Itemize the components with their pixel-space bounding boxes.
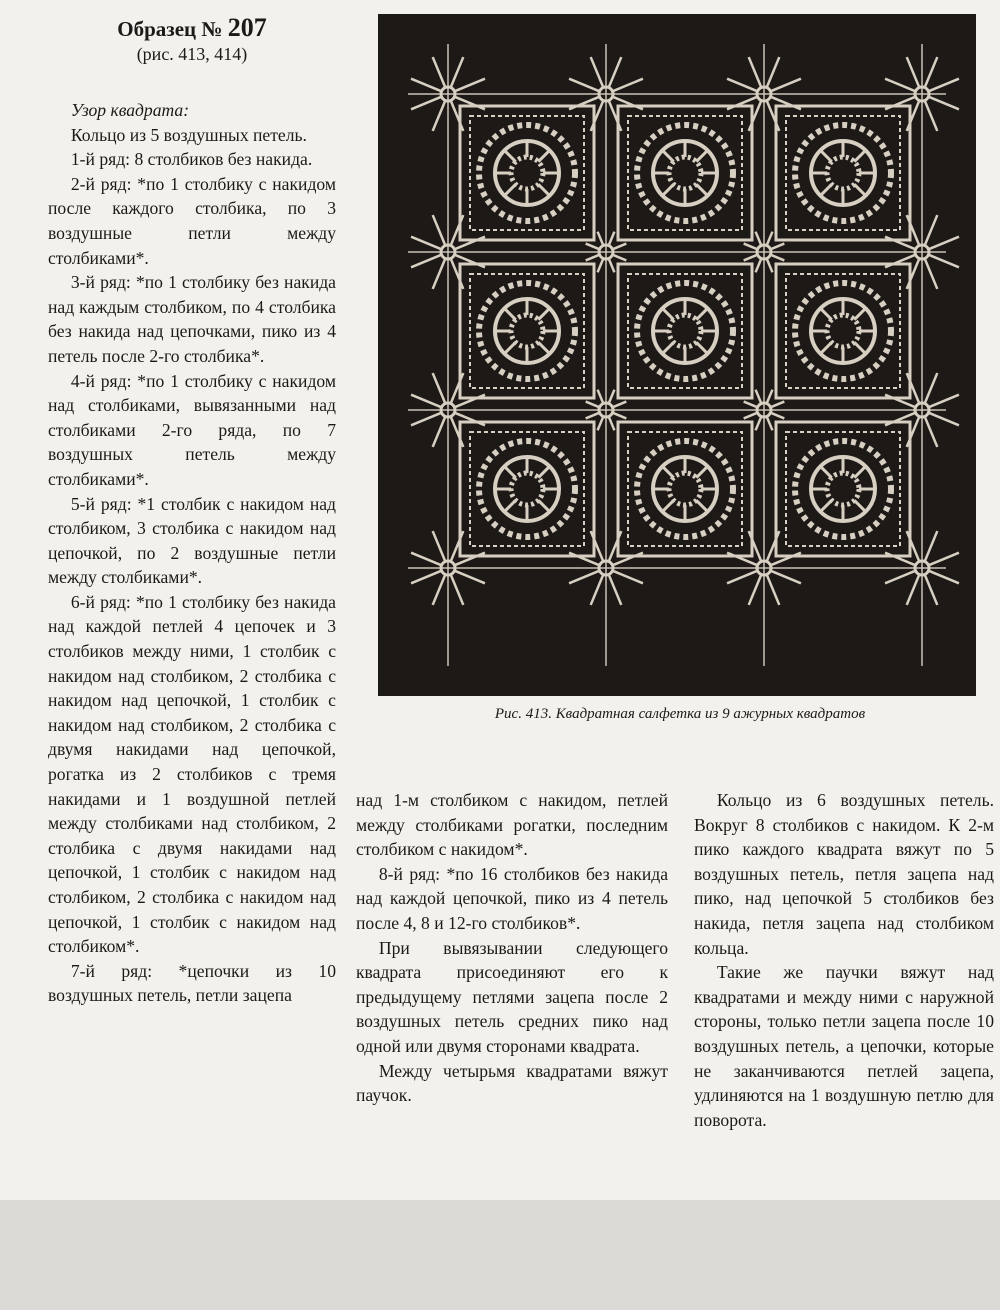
- spider-leg: [767, 232, 773, 246]
- spider-leg: [770, 413, 784, 419]
- spider-leg: [609, 416, 615, 430]
- spider-leg: [612, 255, 626, 261]
- motif-border: [470, 432, 584, 546]
- motif-spoke: [820, 150, 831, 161]
- spider-leg: [770, 255, 784, 261]
- paragraph: над 1-м столбиком с накидом, петлей между столбиками рогатки, последним столбиком с накидом*.: [356, 790, 668, 860]
- paragraph: 6-й ряд: *по 1 столбику без накида над каждой петлей 4 цепочек и 3 столбиков между ними, 1 столбик с накидом над столбиком, 2 столбика с накидом над цепочкой, 1 столбик с накидом над столбиком, 2 столбика с двумя накидами над цепочкой, рогатка из 2 столбиков с тремя накидами и 1 воздушной петлей между столбиками над столбиком, 2 столбика с двумя накидами над цепочкой, 1 столбик с накидом над столбиком, 2 столбика с накидом над цепочкой, 1 столбик с накидом над столбиком*.: [48, 591, 336, 957]
- spider-leg: [767, 416, 773, 430]
- spider-leg: [433, 574, 446, 604]
- spider-leg: [907, 57, 920, 87]
- spider-leg: [591, 57, 604, 87]
- motif-spoke: [538, 500, 549, 511]
- right-column: [694, 788, 994, 1132]
- motif-spoke: [854, 308, 865, 319]
- motif-border: [628, 274, 742, 388]
- spider-leg: [767, 57, 780, 87]
- paragraph: Кольцо из 6 воздушных петель. Вокруг 8 столбиков с накидом. К 2-м пико каждого квадрата вяжут по 5 воздушных петель, петля зацепа над пико, над цепочкой 5 столбиков без накида, петля зацепа над столбиком кольца.: [694, 790, 994, 958]
- spider-leg: [411, 395, 441, 408]
- spider-leg: [925, 531, 938, 561]
- paragraph: 4-й ряд: *по 1 столбику с накидом над столбиками, вывязанными над столбиками 2-го ряда, по 7 воздушных петель между столбиками*.: [48, 370, 336, 489]
- motif-border: [786, 432, 900, 546]
- motif-spoke: [504, 184, 515, 195]
- spider-leg: [925, 57, 938, 87]
- motif-spoke: [662, 184, 673, 195]
- spider-leg: [411, 255, 441, 268]
- figure-reference: (рис. 413, 414): [136, 44, 248, 64]
- spider-leg: [925, 574, 938, 604]
- spider-leg: [756, 232, 762, 246]
- motif-center: [669, 315, 701, 347]
- spider-leg: [928, 413, 958, 426]
- spider-leg: [569, 79, 599, 92]
- spider-leg: [598, 390, 604, 404]
- spider-leg: [612, 413, 626, 419]
- motif-spoke: [820, 308, 831, 319]
- motif-spoke: [854, 466, 865, 477]
- title-prefix: Образец №: [117, 17, 223, 41]
- motif-spoke: [662, 150, 673, 161]
- spider-leg: [433, 57, 446, 87]
- motif-border: [786, 274, 900, 388]
- motif-spoke: [854, 342, 865, 353]
- spider-leg: [767, 258, 773, 272]
- motif-spoke: [538, 466, 549, 477]
- pattern-title: [48, 14, 336, 43]
- title-number: 207: [227, 13, 267, 42]
- motif-spoke: [504, 466, 515, 477]
- paragraph: 2-й ряд: *по 1 столбику с накидом после каждого столбика, по 3 воздушные петли между столбиками*.: [48, 173, 336, 268]
- spider-leg: [770, 571, 800, 584]
- spider-leg: [749, 57, 762, 87]
- motif-center: [827, 473, 859, 505]
- spider-leg: [451, 574, 464, 604]
- spider-leg: [928, 255, 958, 268]
- spider-leg: [433, 100, 446, 130]
- spider-leg: [770, 402, 784, 408]
- paragraph: 8-й ряд: *по 16 столбиков без накида над каждой цепочкой, пико из 4 петель после 4, 8 и 12-го столбиков*.: [356, 863, 668, 933]
- motif-border: [470, 116, 584, 230]
- spider-leg: [925, 215, 938, 245]
- scan-margin: [0, 1200, 1000, 1310]
- spider-leg: [454, 79, 484, 92]
- motif-spoke: [696, 150, 707, 161]
- spider-leg: [885, 79, 915, 92]
- crochet-doily-image: [378, 14, 976, 696]
- spider-leg: [770, 244, 784, 250]
- motif-spoke: [696, 342, 707, 353]
- figure-caption: Рис. 413. Квадратная салфетка из 9 ажурных квадратов: [494, 706, 866, 722]
- spider-leg: [925, 373, 938, 403]
- motif-spoke: [696, 466, 707, 477]
- paragraph: Между четырьмя квадратами вяжут паучок.: [356, 1060, 668, 1106]
- spider-leg: [609, 574, 622, 604]
- spider-leg: [591, 574, 604, 604]
- spider-leg: [612, 244, 626, 250]
- spider-leg: [612, 571, 642, 584]
- spider-leg: [586, 402, 600, 408]
- motif-center: [669, 473, 701, 505]
- spider-leg: [411, 79, 441, 92]
- spider-leg: [609, 390, 615, 404]
- motif-spoke: [662, 342, 673, 353]
- spider-leg: [569, 571, 599, 584]
- spider-leg: [586, 244, 600, 250]
- spider-leg: [928, 395, 958, 408]
- motif-spoke: [538, 342, 549, 353]
- spider-leg: [928, 97, 958, 110]
- motif-border: [628, 432, 742, 546]
- motif-spoke: [820, 184, 831, 195]
- motif-spoke: [538, 184, 549, 195]
- spider-leg: [727, 571, 757, 584]
- motif-spoke: [854, 184, 865, 195]
- motif-spoke: [820, 342, 831, 353]
- motif-spoke: [662, 466, 673, 477]
- motif-spoke: [662, 308, 673, 319]
- spider-leg: [770, 79, 800, 92]
- spider-leg: [744, 413, 758, 419]
- spider-leg: [749, 574, 762, 604]
- spider-leg: [756, 258, 762, 272]
- spider-leg: [411, 571, 441, 584]
- motif-center: [511, 315, 543, 347]
- spider-leg: [925, 416, 938, 446]
- spider-leg: [907, 574, 920, 604]
- doily-photo: [378, 14, 976, 696]
- spider-leg: [609, 57, 622, 87]
- spider-leg: [586, 255, 600, 261]
- motif-spoke: [820, 466, 831, 477]
- spider-leg: [925, 100, 938, 130]
- spider-leg: [411, 237, 441, 250]
- motif-spoke: [504, 150, 515, 161]
- spider-leg: [609, 232, 615, 246]
- spider-leg: [451, 57, 464, 87]
- spider-leg: [885, 571, 915, 584]
- motif-center: [669, 157, 701, 189]
- spider-leg: [609, 258, 615, 272]
- motif-spoke: [504, 342, 515, 353]
- motif-spoke: [854, 500, 865, 511]
- spider-leg: [433, 531, 446, 561]
- motif-border: [786, 116, 900, 230]
- paragraph: 5-й ряд: *1 столбик с накидом над столбиком, 3 столбика с накидом над цепочкой, по 2 воздушные петли между столбиками*.: [48, 493, 336, 588]
- pattern-header: [48, 14, 336, 65]
- motif-spoke: [538, 150, 549, 161]
- motif-center: [827, 157, 859, 189]
- motif-center: [511, 473, 543, 505]
- motif-spoke: [696, 500, 707, 511]
- motif-spoke: [854, 150, 865, 161]
- motif-spoke: [504, 500, 515, 511]
- spider-leg: [454, 571, 484, 584]
- paragraph: Такие же паучки вяжут над квадратами и между ними с наружной стороны, только петли зацепа после 10 воздушных петель, а цепочки, которые не заканчиваются петлей зацепа, удлиняются на 1 воздушную петлю для поворота.: [694, 962, 994, 1130]
- spider-leg: [925, 258, 938, 288]
- spider-leg: [433, 215, 446, 245]
- spider-leg: [612, 402, 626, 408]
- motif-border: [470, 274, 584, 388]
- spider-leg: [433, 373, 446, 403]
- spider-leg: [928, 237, 958, 250]
- spider-leg: [744, 402, 758, 408]
- spider-leg: [586, 413, 600, 419]
- spider-leg: [411, 553, 441, 566]
- spider-leg: [928, 553, 958, 566]
- paragraph: 3-й ряд: *по 1 столбику без накида над каждым столбиком, по 4 столбика без накида над цепочками, пико из 4 петель после 2-го столбика*.: [48, 272, 336, 366]
- spider-leg: [598, 416, 604, 430]
- spider-leg: [598, 232, 604, 246]
- spider-leg: [433, 416, 446, 446]
- spider-leg: [767, 574, 780, 604]
- spider-leg: [411, 413, 441, 426]
- paragraph: 7-й ряд: *цепочки из 10 воздушных петель, петли зацепа: [48, 960, 336, 1006]
- spider-leg: [928, 79, 958, 92]
- left-column: [48, 98, 336, 1008]
- motif-spoke: [662, 500, 673, 511]
- spider-leg: [928, 571, 958, 584]
- motif-spoke: [820, 500, 831, 511]
- middle-column: [356, 788, 668, 1108]
- spider-leg: [744, 244, 758, 250]
- motif-border: [628, 116, 742, 230]
- spider-leg: [433, 258, 446, 288]
- spider-leg: [727, 79, 757, 92]
- spider-leg: [411, 97, 441, 110]
- motif-center: [827, 315, 859, 347]
- motif-spoke: [696, 184, 707, 195]
- spider-leg: [756, 416, 762, 430]
- paragraph: Кольцо из 5 воздушных петель.: [70, 124, 307, 145]
- paragraph: При вывязывании следующего квадрата присоединяют его к предыдущему петлями зацепа после 2 воздушных петель средних пико над одной или двумя сторонами квадрата.: [356, 937, 668, 1056]
- motif-spoke: [538, 308, 549, 319]
- motif-spoke: [696, 308, 707, 319]
- spider-leg: [767, 390, 773, 404]
- spider-leg: [756, 390, 762, 404]
- paragraph: 1-й ряд: 8 столбиков без накида.: [70, 149, 313, 170]
- spider-leg: [612, 79, 642, 92]
- motif-center: [511, 157, 543, 189]
- section-heading: Узор квадрата:: [70, 100, 190, 120]
- spider-leg: [598, 258, 604, 272]
- spider-leg: [744, 255, 758, 261]
- motif-spoke: [504, 308, 515, 319]
